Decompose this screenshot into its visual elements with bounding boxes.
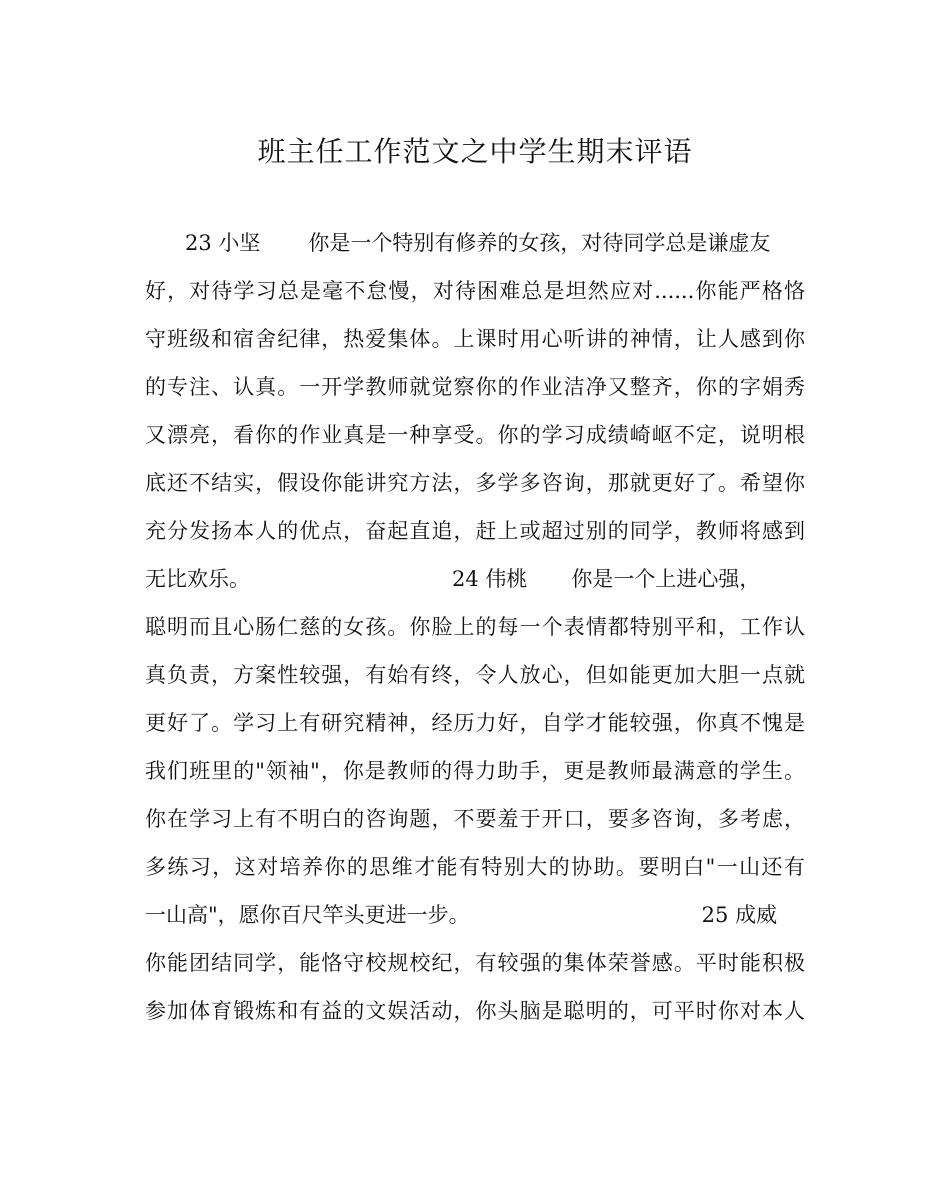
text-line: 真负责，方案性较强，有始有终，令人放心，但如能更加大胆一点就: [145, 663, 805, 687]
text-line: 的专注、认真。一开学教师就觉察你的作业洁净又整齐，你的字娟秀: [145, 375, 805, 399]
text-line: 你能团结同学，能恪守校规校纪，有较强的集体荣誉感。平时能积极: [145, 951, 805, 975]
text-line: 我们班里的"领袖"，你是教师的得力助手，更是教师最满意的学生。: [145, 759, 805, 783]
text-line: [145, 555, 805, 603]
text-line: [145, 219, 805, 267]
student-entry-heading: 23 小坚: [185, 231, 261, 255]
text-line: 参加体育锻炼和有益的文娱活动，你头脑是聪明的，可平时你对本人: [145, 999, 805, 1023]
page-title: 班主任工作范文之中学生期末评语: [257, 135, 693, 168]
document-body: [145, 219, 805, 1035]
text-line: 底还不结实，假设你能讲究方法，多学多咨询，那就更好了。希望你: [145, 471, 805, 495]
text-segment: 无比欢乐。: [145, 567, 250, 591]
text-line: 多练习，这对培养你的思维才能有特别大的协助。要明白"一山还有: [145, 855, 805, 879]
text-line: 又漂亮，看你的作业真是一种享受。你的学习成绩崎岖不定，说明根: [145, 423, 805, 447]
text-line: 聪明而且心肠仁慈的女孩。你脸上的每一个表情都特别平和，工作认: [145, 615, 805, 639]
text-line: [145, 891, 805, 939]
text-line: 充分发扬本人的优点，奋起直追，赶上或超过别的同学，教师将感到: [145, 519, 805, 543]
text-line: 守班级和宿舍纪律，热爱集体。上课时用心听讲的神情，让人感到你: [145, 327, 805, 351]
text-line: 好，对待学习总是毫不怠慢，对待困难总是坦然应对......你能严格恪: [145, 279, 805, 303]
text-line: 更好了。学习上有研究精神，经历力好，自学才能较强，你真不愧是: [145, 711, 805, 735]
student-entry-heading: 25 成威: [701, 903, 778, 927]
text-segment: 一山高"，愿你百尺竿头更进一步。: [145, 903, 470, 927]
text-segment: 你是一个上进心强，: [571, 567, 761, 591]
text-line: 你在学习上有不明白的咨询题，不要羞于开口，要多咨询，多考虑，: [145, 807, 805, 831]
student-entry-heading: 24 伟桃: [452, 567, 528, 591]
text-segment: 你是一个特别有修养的女孩，对待同学总是谦虚友: [308, 231, 771, 255]
